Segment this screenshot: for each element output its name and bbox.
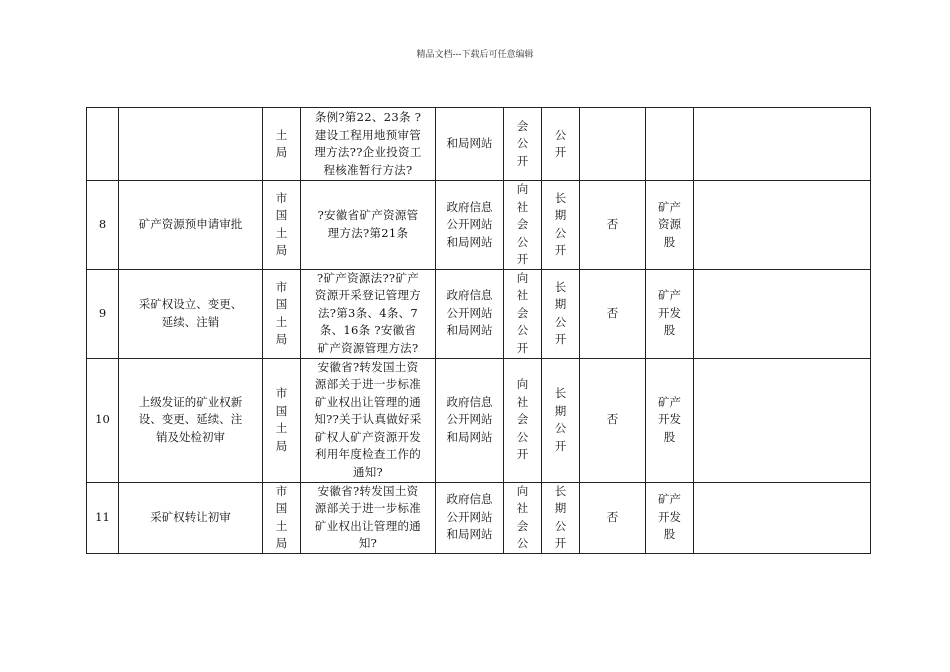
application-flag: 否	[580, 181, 646, 270]
application-flag	[580, 108, 646, 181]
item-name: 矿产资源预申请审批	[119, 181, 263, 270]
responsible-unit: 矿产 开发 股	[646, 269, 694, 358]
disclosure-scope: 向 社 会 公 开	[504, 269, 542, 358]
item-name: 上级发证的矿业权新 设、变更、延续、注 销及处检初审	[119, 358, 263, 482]
row-number: 8	[87, 181, 119, 270]
row-number	[87, 108, 119, 181]
legal-basis: 安徽省?转发国土资 源部关于进一步标准 矿业权出让管理的通 知??关于认真做好采 矿权人矿产资源开发 利用年度检查工作的 通知?	[301, 358, 436, 482]
department: 市 国 土 局	[263, 269, 301, 358]
disclosure-channel: 和局网站	[436, 108, 504, 181]
table-row	[87, 181, 871, 270]
disclosure-channel: 政府信息 公开网站 和局网站	[436, 181, 504, 270]
disclosure-period: 长 期 公 开	[542, 181, 580, 270]
table-row	[87, 482, 871, 553]
row-number: 11	[87, 482, 119, 553]
responsible-unit: 矿产 开发 股	[646, 482, 694, 553]
disclosure-period: 公 开	[542, 108, 580, 181]
legal-basis: ?安徽省矿产资源管 理方法?第21条	[301, 181, 436, 270]
remarks	[694, 482, 871, 553]
disclosure-scope: 向 社 会 公	[504, 482, 542, 553]
application-flag: 否	[580, 269, 646, 358]
department: 土 局	[263, 108, 301, 181]
item-name: 采矿权设立、变更、 延续、注销	[119, 269, 263, 358]
disclosure-scope: 向 社 会 公 开	[504, 181, 542, 270]
responsible-unit	[646, 108, 694, 181]
disclosure-table	[86, 107, 871, 554]
page-header: 精品文档---下载后可任意编辑	[416, 50, 534, 60]
legal-basis: ?矿产资源法??矿产 资源开采登记管理方 法?第3条、4条、7 条、16条 ?安徽省 矿产资源管理方法?	[301, 269, 436, 358]
row-number: 9	[87, 269, 119, 358]
disclosure-channel: 政府信息 公开网站 和局网站	[436, 358, 504, 482]
disclosure-period: 长 期 公 开	[542, 482, 580, 553]
remarks	[694, 181, 871, 270]
disclosure-period: 长 期 公 开	[542, 269, 580, 358]
application-flag: 否	[580, 358, 646, 482]
application-flag: 否	[580, 482, 646, 553]
disclosure-channel: 政府信息 公开网站 和局网站	[436, 269, 504, 358]
table-row	[87, 269, 871, 358]
disclosure-scope: 向 社 会 公 开	[504, 358, 542, 482]
disclosure-channel: 政府信息 公开网站 和局网站	[436, 482, 504, 553]
remarks	[694, 358, 871, 482]
disclosure-period: 长 期 公 开	[542, 358, 580, 482]
item-name	[119, 108, 263, 181]
remarks	[694, 108, 871, 181]
legal-basis: 条例?第22、23条 ? 建设工程用地预审管 理方法??企业投资工 程核准暂行方法?	[301, 108, 436, 181]
table-row	[87, 358, 871, 482]
row-number: 10	[87, 358, 119, 482]
department: 市 国 土 局	[263, 482, 301, 553]
department: 市 国 土 局	[263, 358, 301, 482]
table-row	[87, 108, 871, 181]
remarks	[694, 269, 871, 358]
item-name: 采矿权转让初审	[119, 482, 263, 553]
disclosure-scope: 会 公 开	[504, 108, 542, 181]
responsible-unit: 矿产 开发 股	[646, 358, 694, 482]
responsible-unit: 矿产 资源 股	[646, 181, 694, 270]
legal-basis: 安徽省?转发国土资 源部关于进一步标准 矿业权出让管理的通 知?	[301, 482, 436, 553]
department: 市 国 土 局	[263, 181, 301, 270]
